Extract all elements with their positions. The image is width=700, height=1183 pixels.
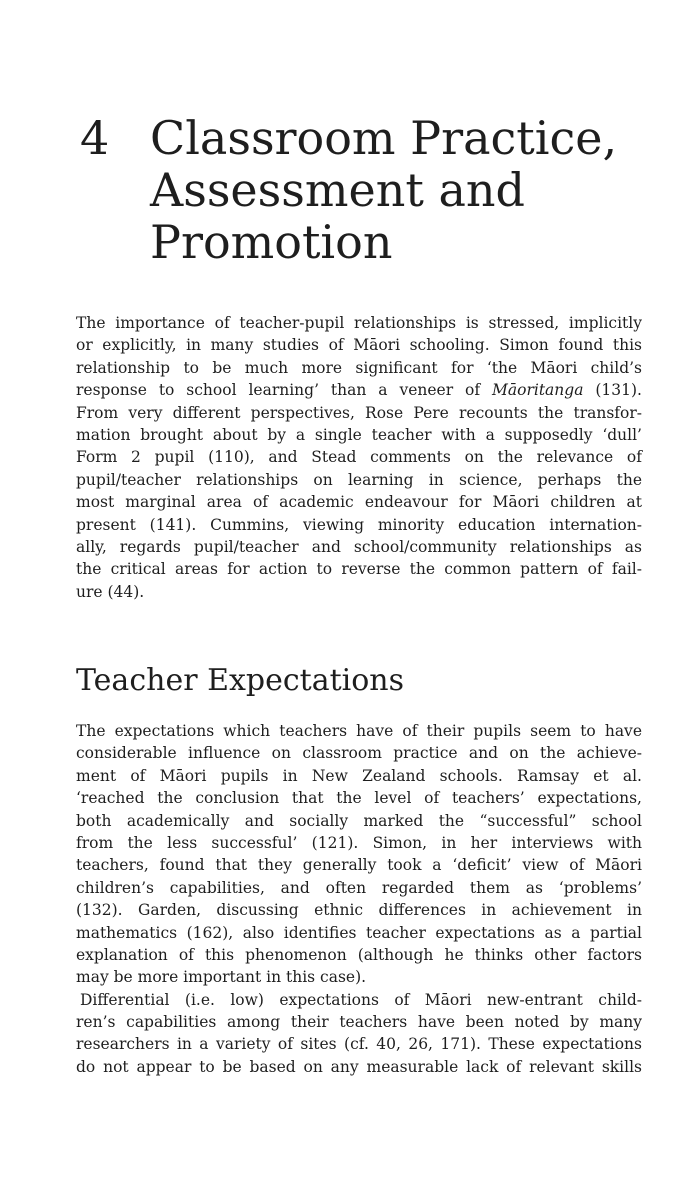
chapter-title <box>150 112 617 268</box>
text-line: or explicitly, in many studies of Māori schooling. Simon found this <box>76 336 642 355</box>
text-line: considerable influence on classroom practice and on the achieve- <box>76 744 642 763</box>
text-line <box>76 379 642 401</box>
italic-term: Māoritanga <box>492 381 584 400</box>
text-line: may be more important in this case). <box>76 968 367 987</box>
text-line: present (141). Cummins, viewing minority education internation- <box>76 515 642 534</box>
chapter-title-line: Assessment and <box>150 163 525 217</box>
intro-paragraph <box>76 312 642 603</box>
text-line: most marginal area of academic endeavour for Māori children at <box>76 493 642 512</box>
text-line: ren’s capabilities among their teachers have been noted by many <box>76 1013 642 1032</box>
text-line: pupil/teacher relationships on learning in science, perhaps the <box>76 470 642 489</box>
chapter-number: 4 <box>80 111 110 165</box>
text-line: Form 2 pupil (110), and Stead comments on the relevance of <box>76 448 642 467</box>
text-segment: response to school learning’ than a veneer of <box>76 381 493 400</box>
chapter-title-line: Classroom Practice, <box>150 111 618 165</box>
text-line: ‘reached the conclusion that the level of teachers’ expectations, <box>76 789 642 808</box>
text-line: from the less successful’ (121). Simon, in her interviews with <box>76 833 642 852</box>
text-line: relationship to be much more significant for ‘the Māori child’s <box>76 358 642 377</box>
text-line: From very different perspectives, Rose Pere recounts the transfor- <box>76 403 642 422</box>
text-line: ally, regards pupil/teacher and school/community relationships as <box>76 537 642 556</box>
text-line: The expectations which teachers have of their pupils seem to have <box>76 722 642 740</box>
section-paragraph <box>76 720 642 1078</box>
text-line: researchers in a variety of sites (cf. 40, 26, 171). These expectations <box>76 1035 642 1054</box>
text-line: (132). Garden, discussing ethnic differences in achievement in <box>76 901 642 920</box>
chapter-title-line: Promotion <box>150 215 393 269</box>
text-line: both academically and socially marked the “successful” school <box>76 811 642 830</box>
text-line: children’s capabilities, and often regarded them as ‘problems’ <box>76 878 642 897</box>
text-line: ment of Māori pupils in New Zealand schools. Ramsay et al. <box>76 766 642 785</box>
text-line: mathematics (162), also identifies teacher expectations as a partial <box>76 923 642 942</box>
text-line: Differential (i.e. low) expectations of Māori new-entrant child- <box>80 990 642 1009</box>
section-heading: Teacher Expectations <box>76 663 405 698</box>
text-line: The importance of teacher-pupil relationships is stressed, implicitly <box>76 314 642 332</box>
text-line: teachers, found that they generally took a ‘deficit’ view of Māori <box>76 856 642 875</box>
text-segment: (131). <box>583 381 642 400</box>
text-line: explanation of this phenomenon (although he thinks other factors <box>76 945 642 964</box>
text-line: mation brought about by a single teacher with a supposedly ‘dull’ <box>76 425 642 444</box>
text-line: do not appear to be based on any measurable lack of relevant skills <box>76 1057 642 1076</box>
text-line: ure (44). <box>76 582 145 601</box>
text-line: the critical areas for action to reverse the common pattern of fail- <box>76 560 642 579</box>
